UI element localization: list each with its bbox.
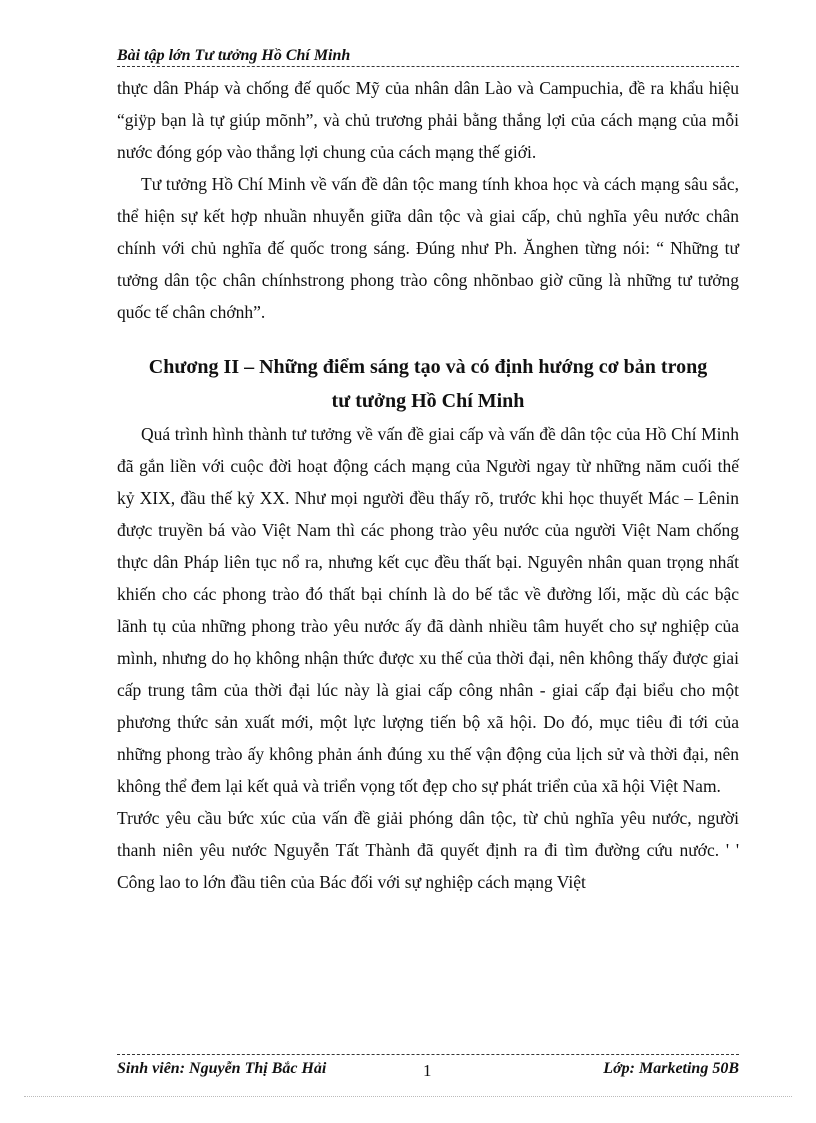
paragraph: Trước yêu cầu bức xúc của vấn đề giải phóng dân tộc, từ chủ nghĩa yêu nước, người thanh niên yêu nước Nguyễn Tất Thành đã quyết định ra đi tìm đường cứu nước. ' ' Công lao to lớn đầu tiên của Bác đối với sự nghiệp cách mạng Việt: [117, 808, 739, 892]
page-number: 1: [423, 1061, 432, 1080]
spacer: [117, 328, 739, 350]
page-edge-divider: [24, 1096, 792, 1097]
page-header: [117, 46, 739, 68]
paragraph: thực dân Pháp và chống đế quốc Mỹ của nhân dân Lào và Campuchia, đề ra khẩu hiệu “giÿp bạn là tự giúp mõnh”, và chủ trương phải bằng thắng lợi của cách mạng của mỗi nước đóng góp vào thắng lợi chung của cách mạng thế giới.: [117, 78, 739, 162]
chapter-heading-line2: tư tưởng Hồ Chí Minh: [331, 390, 525, 412]
page-footer: [117, 1059, 739, 1081]
header-divider: [117, 66, 739, 67]
footer-student-name: Sinh viên: Nguyễn Thị Bắc Hải: [117, 1060, 327, 1077]
chapter-heading: [117, 350, 739, 418]
header-title: Bài tập lớn Tư tưởng Hồ Chí Minh: [117, 47, 351, 64]
paragraph: Quá trình hình thành tư tưởng về vấn đề giai cấp và vấn đề dân tộc của Hồ Chí Minh đã gắn liền với cuộc đời hoạt động cách mạng của Người ngay từ những năm cuối thế kỷ XIX, đầu thế kỷ XX. Như mọi người đều thấy rõ, trước khi học thuyết Mác – Lênin được truyền bá vào Việt Nam thì các phong trào yêu nước của người Việt Nam chống thực dân Pháp liên tục nổ ra, nhưng kết cục đều thất bại. Nguyên nhân quan trọng nhất khiến cho các phong trào đó thất bại chính là do bế tắc về đường lối, mặc dù các bậc lãnh tụ của những phong trào yêu nước ấy đã dành nhiều tâm huyết cho sự nghiệp của mình, nhưng do họ không nhận thức được xu thế của thời đại, nên không thấy được giai cấp trung tâm của thời đại lúc này là giai cấp công nhân - giai cấp đại biểu cho một phương thức sản xuất mới, một lực lượng tiến bộ xã hội. Do đó, mục tiêu đi tới của những phong trào ấy không phản ánh đúng xu thế vận động của lịch sử và thời đại, nên không thể đem lại kết quả và triển vọng tốt đẹp cho sự phát triển của xã hội Việt Nam.: [117, 424, 739, 796]
document-body: [117, 72, 739, 898]
chapter-heading-line1: Chương II – Những điểm sáng tạo và có định hướng cơ bản trong: [148, 356, 708, 378]
footer-class: Lớp: Marketing 50B: [603, 1060, 739, 1077]
footer-divider: [117, 1054, 739, 1055]
paragraph: Tư tưởng Hồ Chí Minh về vấn đề dân tộc mang tính khoa học và cách mạng sâu sắc, thể hiện sự kết hợp nhuần nhuyễn giữa dân tộc và giai cấp, chủ nghĩa yêu nước chân chính với chủ nghĩa đế quốc trong sáng. Đúng như Ph. Ănghen từng nói: “ Những tư tưởng dân tộc chân chínhstrong phong trào công nhõnbao giờ cũng là những tư tưởng quốc tế chân chớnh”.: [117, 174, 739, 322]
